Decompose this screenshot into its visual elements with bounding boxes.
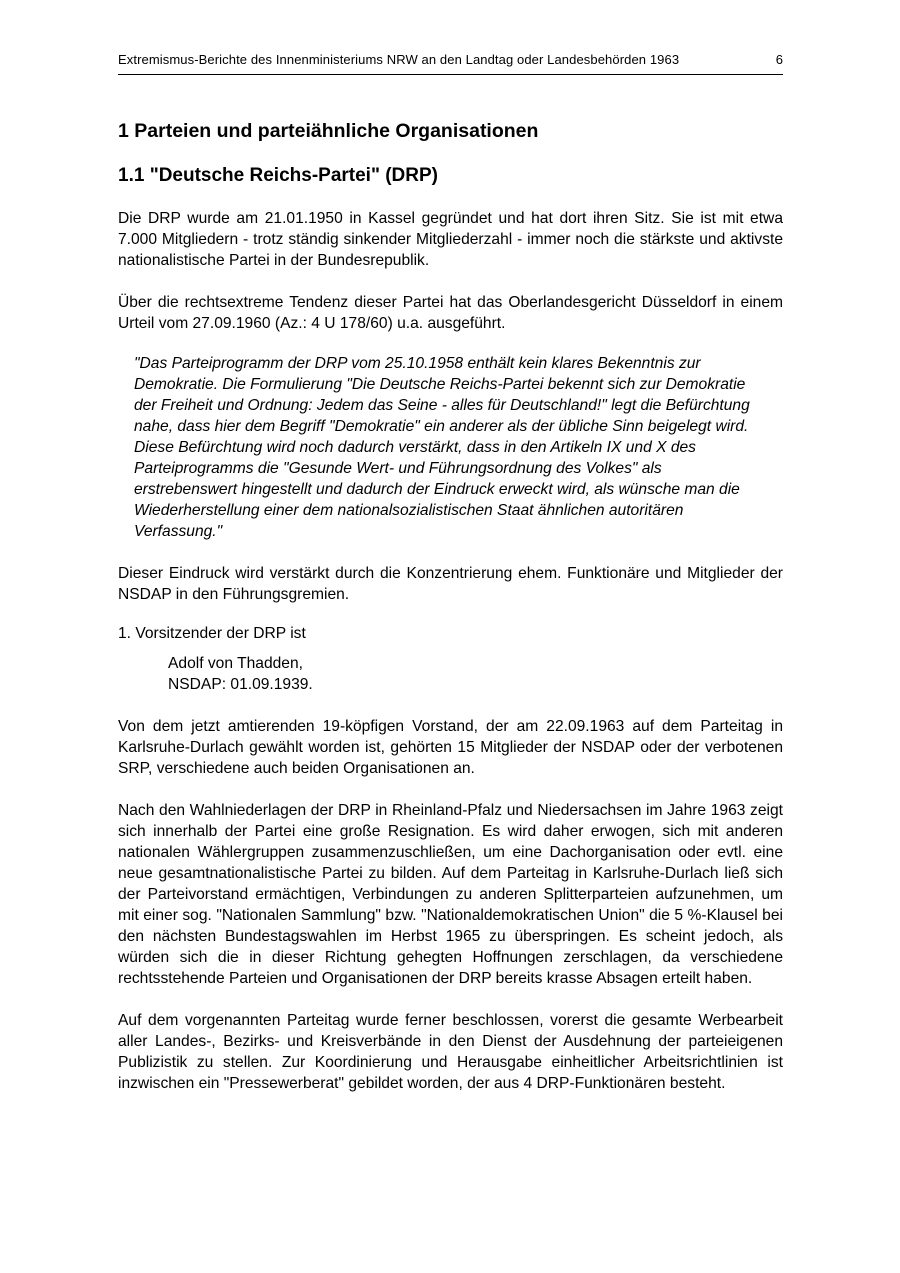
paragraph-publizistik: Auf dem vorgenannten Parteitag wurde ferner beschlossen, vorerst die gesamte Werbearbeit aller Landes-, Bezirks- und Kreisverbände in den Dienst der Ausdehnung der parteieigenen Publizistik zu stellen. Zur Koordinierung und Herausgabe einheitlicher Arbeitsrichtlinien ist inzwischen ein "Pressewerberat" gebildet worden, der aus 4 DRP-Funktionären besteht. <box>118 1012 783 1092</box>
chairman-nsdap-date: NSDAP: 01.09.1939. <box>168 676 313 693</box>
section-heading: 1 Parteien und parteiähnliche Organisationen <box>118 120 539 142</box>
page-number: 6 <box>775 52 783 67</box>
blockquote-court-ruling: "Das Parteiprogramm der DRP vom 25.10.1958 enthält kein klares Bekenntnis zur Demokratie. Die Formulierung "Die Deutsche Reichs-Partei bekennt sich zur Demokratie der Freiheit und Ordnung: Jedem das Seine - alles für Deutschland!" legt die Befürchtung nahe, dass hier dem Begriff "Demokratie" ein anderer als der übliche Sinn beigelegt wird. Diese Befürchtung wird noch dadurch verstärkt, dass in den Artikeln IX und X des Parteiprogramms die "Gesunde Wert- und Führungsordnung des Volkes" als erstrebenswert hingestellt und dadurch der Eindruck erweckt wird, als wünsche man die Wiederherstellung einer dem nationalsozialistischen Staat ähnlichen autoritären Verfassung." <box>134 355 750 540</box>
paragraph-founding: Die DRP wurde am 21.01.1950 in Kassel gegründet und hat dort ihren Sitz. Sie ist mit etwa 7.000 Mitgliedern - trotz ständig sinkender Mitgliederzahl - immer noch die stärkste und aktivste nationalistische Partei in der Bundesrepublik. <box>118 210 783 269</box>
running-header <box>118 52 783 75</box>
chairman-intro: 1. Vorsitzender der DRP ist <box>118 625 306 642</box>
subsection-heading: 1.1 "Deutsche Reichs-Partei" (DRP) <box>118 165 439 186</box>
chairman-name: Adolf von Thadden, <box>168 655 303 672</box>
chairman-details <box>168 653 783 695</box>
paragraph-court-ruling-intro: Über die rechtsextreme Tendenz dieser Partei hat das Oberlandesgericht Düsseldorf in einem Urteil vom 27.09.1960 (Az.: 4 U 178/60) u.a. ausgeführt. <box>118 294 783 332</box>
paragraph-vorstand: Von dem jetzt amtierenden 19-köpfigen Vorstand, der am 22.09.1963 auf dem Parteitag in Karlsruhe-Durlach gewählt worden ist, gehörten 15 Mitglieder der NSDAP oder der verbotenen SRP, verschiedene auch beiden Organisationen an. <box>118 718 783 777</box>
paragraph-impression: Dieser Eindruck wird verstärkt durch die Konzentrierung ehem. Funktionäre und Mitglieder der NSDAP in den Führungsgremien. <box>118 565 783 603</box>
paragraph-resignation: Nach den Wahlniederlagen der DRP in Rheinland-Pfalz und Niedersachsen im Jahre 1963 zeigt sich innerhalb der Partei eine große Resignation. Es wird daher erwogen, sich mit anderen nationalen Wählergruppen zusammenzuschließen, um eine Dachorganisation oder evtl. eine neue gesamtnationalistische Partei zu bilden. Auf dem Parteitag in Karlsruhe-Durlach ließ sich der Parteivorstand ermächtigen, Verbindungen zu anderen Splitterparteien aufzunehmen, um mit einer sog. "Nationalen Sammlung" bzw. "Nationaldemokratischen Union" die 5 %-Klausel bei den nächsten Bundestagswahlen im Herbst 1965 zu überspringen. Es scheint jedoch, als würden sich die in dieser Richtung gehegten Hoffnungen zerschlagen, da verschiedene rechtsstehende Parteien und Organisationen der DRP bereits krasse Absagen erteilt haben. <box>118 802 783 987</box>
running-header-title: Extremismus-Berichte des Innenministeriums NRW an den Landtag oder Landesbehörden 1963 <box>118 52 680 67</box>
